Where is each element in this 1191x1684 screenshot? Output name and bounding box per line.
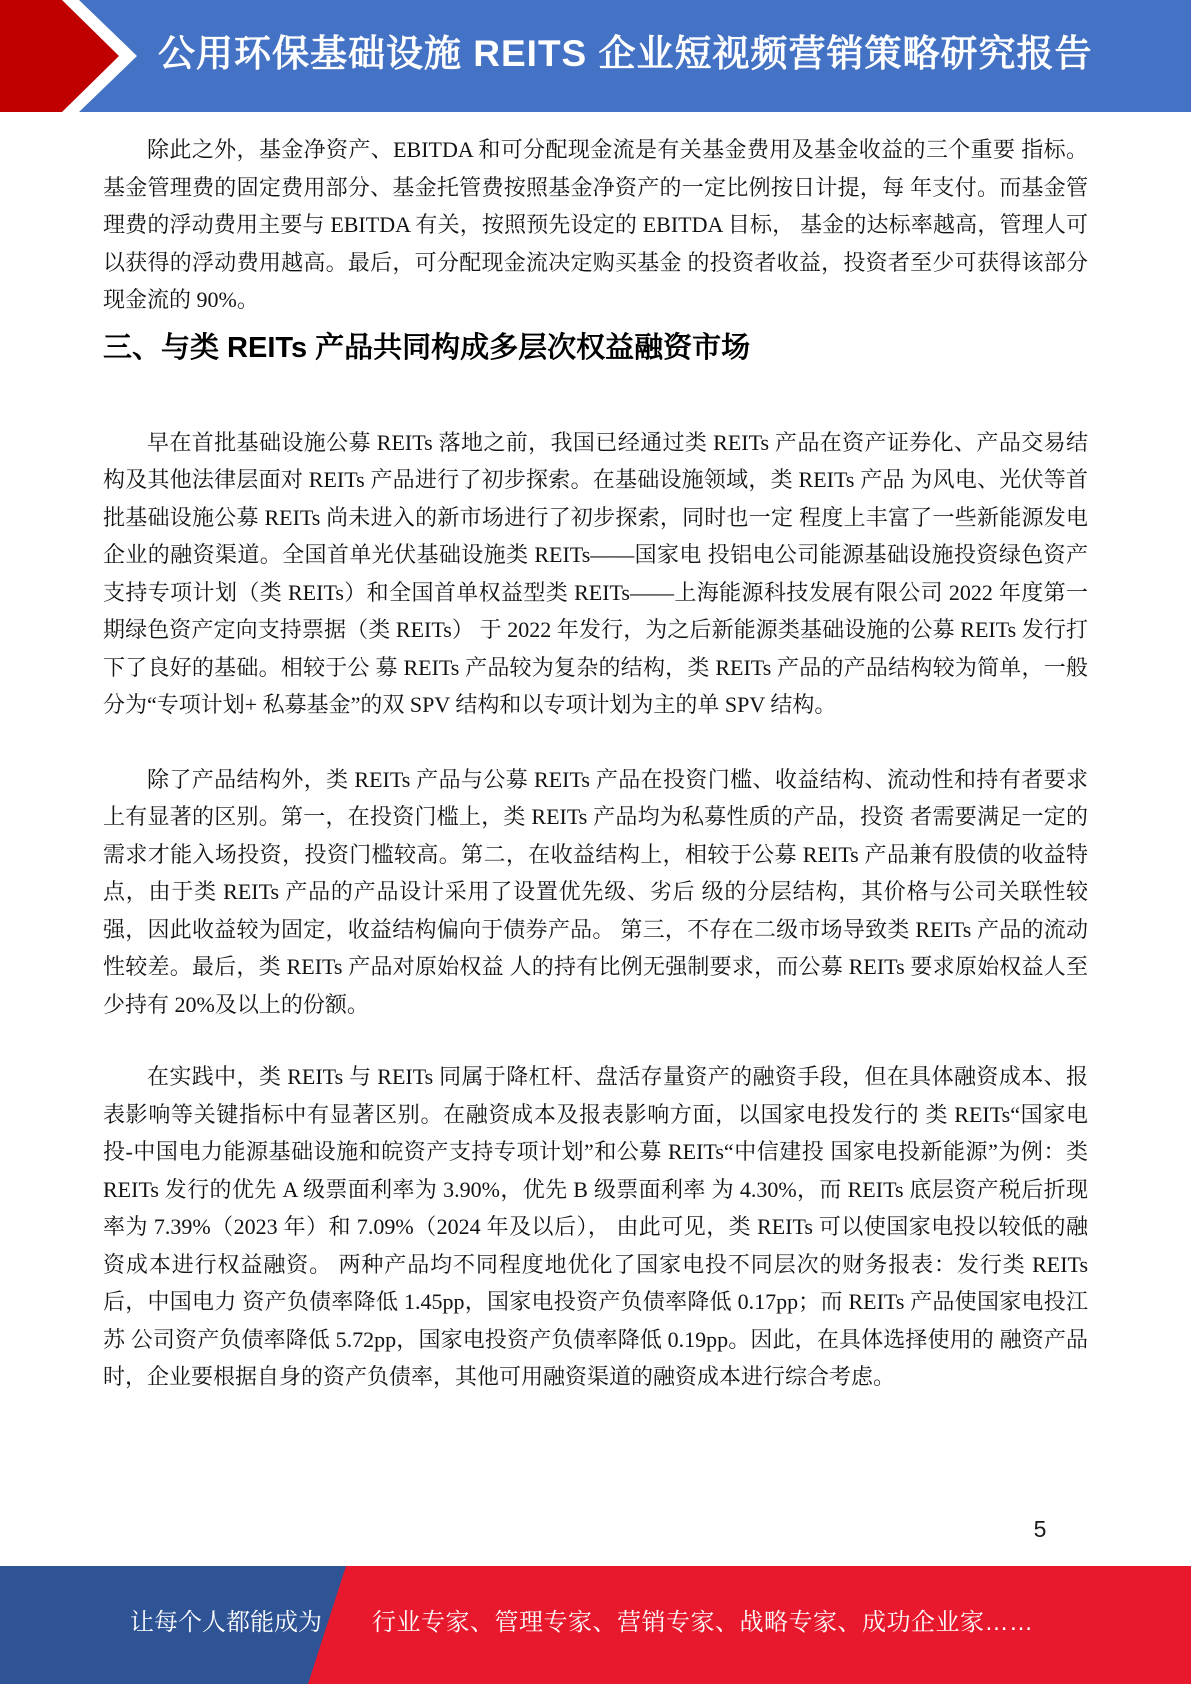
page-footer [0, 1566, 1191, 1684]
red-arrow-icon [0, 0, 125, 112]
page-number: 5 [1033, 1516, 1047, 1542]
paragraph-quasi-reits-history: 早在首批基础设施公募 REITs 落地之前，我国已经通过类 REITs 产品在资产证券化、产品交易结构及其他法律层面对 REITs 产品进行了初步探索。在基础设施领域，类 REITs 产品 为风电、光伏等首批基础设施公募 REITs 尚未进入的新市场进行了初步探索，同时也一定 程度上丰富了一些新能源发电企业的融资渠道。全国首单光伏基础设施类 REITs——国家电 投铝电公司能源基础设施投资绿色资产支持专项计划（类 REITs）和全国首单权益型类 REITs——上海能源科技发展有限公司 2022 年度第一期绿色资产定向支持票据（类 REITs） 于 2022 年发行，为之后新能源类基础设施的公募 REITs 发行打下了良好的基础。相较于公 募 REITs 产品较为复杂的结构，类 REITs 产品的产品结构较为简单，一般分为“专项计划+ 私募基金”的双 SPV 结构和以专项计划为主的单 SPV 结构。 [103, 429, 1088, 717]
footer-slogan-left: 让每个人都能成为 [130, 1609, 322, 1636]
report-title: 公用环保基础设施 REITS 企业短视频营销策略研究报告 [158, 33, 1093, 74]
paragraph-financing-cost-comparison: 在实践中，类 REITs 与 REITs 同属于降杠杆、盘活存量资产的融资手段，但在具体融资成本、报表影响等关键指标中有显著区别。在融资成本及报表影响方面，以国家电投发行的 类 REITs“国家电投-中国电力能源基础设施和皖资产支持专项计划”和公募 REITs“中信建投 国家电投新能源”为例：类 REITs 发行的优先 A 级票面利率为 3.90%，优先 B 级票面利率 为 4.30%，而 REITs 底层资产税后折现率为 7.39%（2023 年）和 7.09%（2024 年及以后）， 由此可见，类 REITs 可以使国家电投以较低的融资成本进行权益融资。 两种产品均不同程度地优化了国家电投不同层次的财务报表：发行类 REITs 后，中国电力 资产负债率降低 1.45pp，国家电投资产负债率降低 0.17pp；而 REITs 产品使国家电投江苏 公司资产负债率降低 5.72pp，国家电投资产负债率降低 0.19pp。因此，在具体选择使用的 融资产品时，企业要根据自身的资产负债率，其他可用融资渠道的融资成本进行综合考虑。 [103, 1064, 1088, 1389]
footer-slogan-right: 行业专家、管理专家、营销专家、战略专家、成功企业家…… [372, 1609, 1034, 1636]
paragraph-fund-metrics: 除此之外，基金净资产、EBITDA 和可分配现金流是有关基金费用及基金收益的三个重要 指标。基金管理费的固定费用部分、基金托管费按照基金净资产的一定比例按日计提，每 年支付。而基金管理费的浮动费用主要与 EBITDA 有关，按照预先设定的 EBITDA 目标， 基金的达标率越高，管理人可以获得的浮动费用越高。最后，可分配现金流决定购买基金 的投资者收益，投资者至少可获得该部分现金流的 90%。 [103, 137, 1088, 312]
section-heading: 三、与类 REITs 产品共同构成多层次权益融资市场 [103, 331, 751, 364]
paragraph-product-differences: 除了产品结构外，类 REITs 产品与公募 REITs 产品在投资门槛、收益结构、流动性和持有者要求上有显著的区别。第一，在投资门槛上，类 REITs 产品均为私募性质的产品，投资 者需要满足一定的需求才能入场投资，投资门槛较高。第二，在收益结构上，相较于公募 REITs 产品兼有股债的收益特点，由于类 REITs 产品的产品设计采用了设置优先级、劣后 级的分层结构，其价格与公司关联性较强，因此收益较为固定，收益结构偏向于债券产品。 第三，不存在二级市场导致类 REITs 产品的流动性较差。最后，类 REITs 产品对原始权益 人的持有比例无强制要求，而公募 REITs 要求原始权益人至少持有 20%及以上的份额。 [103, 766, 1088, 1017]
document-body [103, 112, 1088, 1396]
page-header-banner [0, 0, 1191, 112]
